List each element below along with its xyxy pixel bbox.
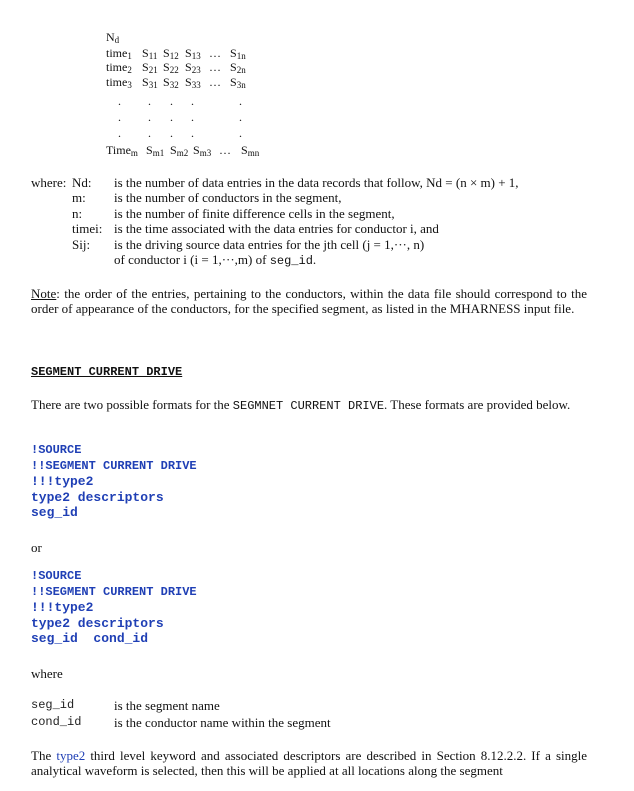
def-continuation [114,252,316,269]
def-desc-time: is the time associated with the data entries for conductor i, and [114,221,439,236]
final-paragraph [31,748,587,778]
param-desc-cond-id: is the conductor name within the segment [114,715,331,730]
section-heading: SEGMENT CURRENT DRIVE [31,365,183,379]
code-line: !SOURCE [31,569,82,583]
or-text: or [31,540,42,555]
note-text: : the order of the entries, pertaining to the conductors, within the data file should correspond to the order of appearance of the conductors, for the specified segment, as listed in the MHARNESS input file. [31,286,587,316]
def-term-n: n: [72,206,83,221]
note-label: Note [31,286,57,301]
intro-text: There are two possible formats for the [31,397,233,412]
def-cont-code: seg_id [269,254,313,268]
def-cont-end: . [312,252,317,267]
code-line: type2 descriptors [31,489,164,505]
code-line: !!!type2 [31,600,94,615]
param-desc-seg-id: is the segment name [114,698,220,713]
note-paragraph [31,286,587,316]
format1-code-block [31,443,197,521]
def-term-time: timei: [72,221,103,236]
def-cont-text: of conductor i (i = 1,···,m) of [114,252,270,267]
def-desc-nd: is the number of data entries in the data records that follow, Nd = (n × m) + 1, [114,175,519,190]
where-label: where: [31,175,67,190]
final-code: type2 [56,748,86,763]
code-line: !!!type2 [31,474,94,489]
def-term-s: Sij: [72,237,91,252]
code-line: !SOURCE [31,443,82,457]
param-name-seg-id: seg_id [31,698,75,712]
def-desc-m: is the number of conductors in the segment, [114,190,342,205]
final-text: The [31,748,57,763]
code-line: seg_id cond_id [31,631,149,646]
intro-paragraph [31,397,587,414]
def-desc-n: is the number of finite difference cells in the segment, [114,206,395,221]
final-text-end: third level keyword and associated descriptors are described in Section 8.12.2.2. If a single analytical waveform is selected, then this will be applied at all locations along the segment [31,748,587,778]
intro-text-end: . These formats are provided below. [384,397,571,412]
where-text: where [31,666,63,681]
code-line: !!SEGMENT CURRENT DRIVE [31,458,197,473]
code-line: type2 descriptors [31,615,164,631]
code-line: !!SEGMENT CURRENT DRIVE [31,584,197,599]
def-term-m: m: [72,190,86,205]
matrix-header: $N_d$ [106,30,120,45]
def-desc-s: is the driving source data entries for the jth cell (j = 1,···, n) [114,237,425,252]
intro-code: SEGMNET CURRENT DRIVE [232,399,385,413]
param-name-cond-id: cond_id [31,715,82,729]
code-line: seg_id [31,505,78,520]
def-term-nd: Nd: [72,175,92,190]
format2-code-block [31,569,197,647]
